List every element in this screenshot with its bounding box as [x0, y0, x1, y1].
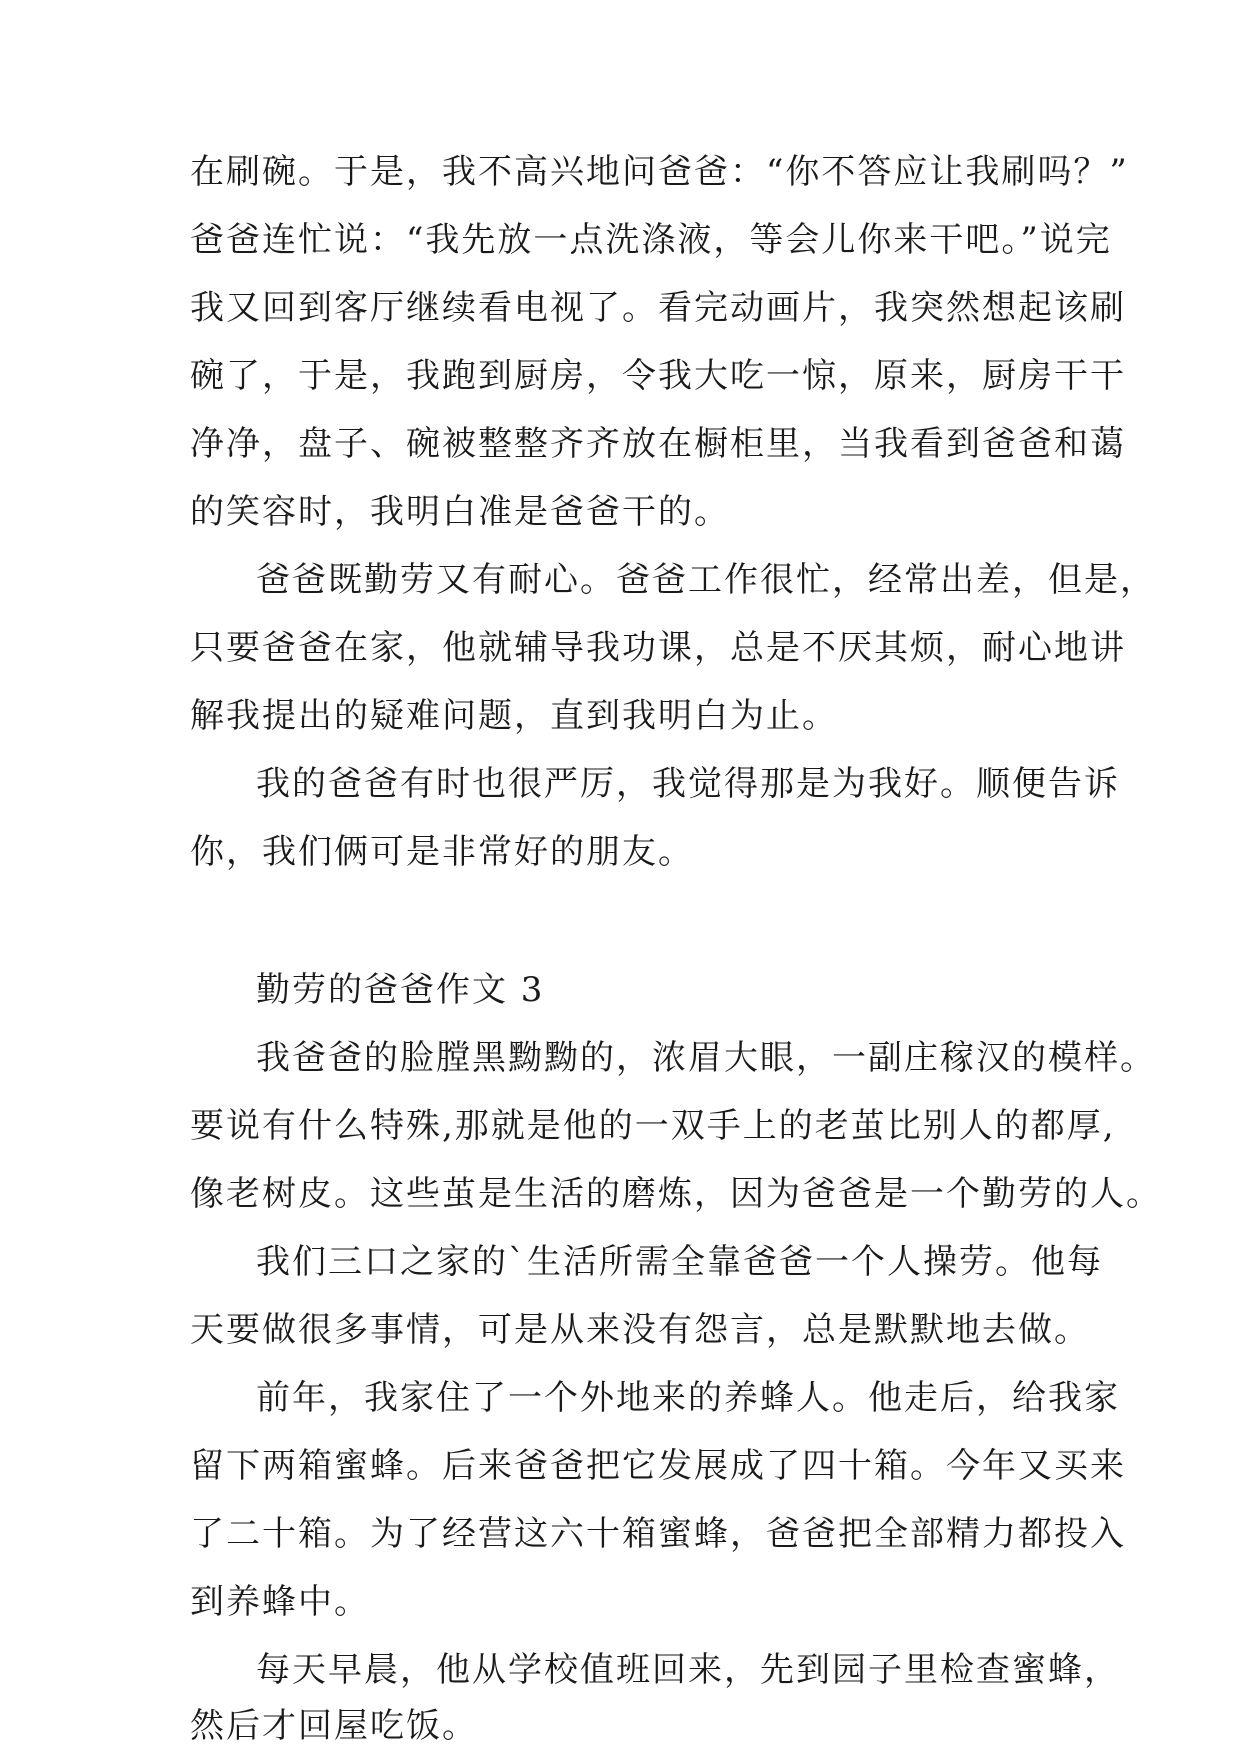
section-heading: 勤劳的爸爸作文 3: [256, 970, 545, 1010]
text-line: 在刷碗。于是，我不高兴地问爸爸：“你不答应让我刷吗？”: [190, 152, 1129, 192]
text-line: 要说有什么特殊,那就是他的一双手上的老茧比别人的都厚,: [190, 1106, 1116, 1146]
text-line: 留下两箱蜜蜂。后来爸爸把它发展成了四十箱。今年又买来: [190, 1446, 1126, 1486]
text-line: 的笑容时，我明白准是爸爸干的。: [190, 492, 730, 532]
text-line: 我的爸爸有时也很严厉，我觉得那是为我好。顺便告诉: [256, 764, 1120, 804]
text-line: 到养蜂中。: [190, 1582, 370, 1622]
text-line: 只要爸爸在家，他就辅导我功课，总是不厌其烦，耐心地讲: [190, 628, 1126, 668]
text-line: 我爸爸的脸膛黑黝黝的，浓眉大眼，一副庄稼汉的模样。: [256, 1038, 1156, 1078]
text-line: 爸爸连忙说：“我先放一点洗涤液，等会儿你来干吧。”说完: [190, 220, 1112, 260]
text-line: 每天早晨，他从学校值班回来，先到园子里检查蜜蜂，: [256, 1650, 1120, 1690]
text-line: 你，我们俩可是非常好的朋友。: [190, 832, 694, 872]
text-line: 了二十箱。为了经营这六十箱蜜蜂，爸爸把全部精力都投入: [190, 1514, 1126, 1554]
text-line: 像老树皮。这些茧是生活的磨炼，因为爸爸是一个勤劳的人。: [190, 1174, 1162, 1214]
text-line: 然后才回屋吃饭。: [190, 1706, 478, 1746]
text-line: 我们三口之家的`生活所需全靠爸爸一个人操劳。他每: [256, 1242, 1103, 1282]
text-line: 我又回到客厅继续看电视了。看完动画片，我突然想起该刷: [190, 288, 1126, 328]
text-line: 碗了，于是，我跑到厨房，令我大吃一惊，原来，厨房干干: [190, 356, 1126, 396]
text-line: 净净，盘子、碗被整整齐齐放在橱柜里，当我看到爸爸和蔼: [190, 424, 1126, 464]
text-line: 解我提出的疑难问题，直到我明白为止。: [190, 696, 838, 736]
text-line: 天要做很多事情，可是从来没有怨言，总是默默地去做。: [190, 1310, 1090, 1350]
text-line: 前年，我家住了一个外地来的养蜂人。他走后，给我家: [256, 1378, 1120, 1418]
text-line: 爸爸既勤劳又有耐心。爸爸工作很忙，经常出差，但是，: [256, 560, 1156, 600]
